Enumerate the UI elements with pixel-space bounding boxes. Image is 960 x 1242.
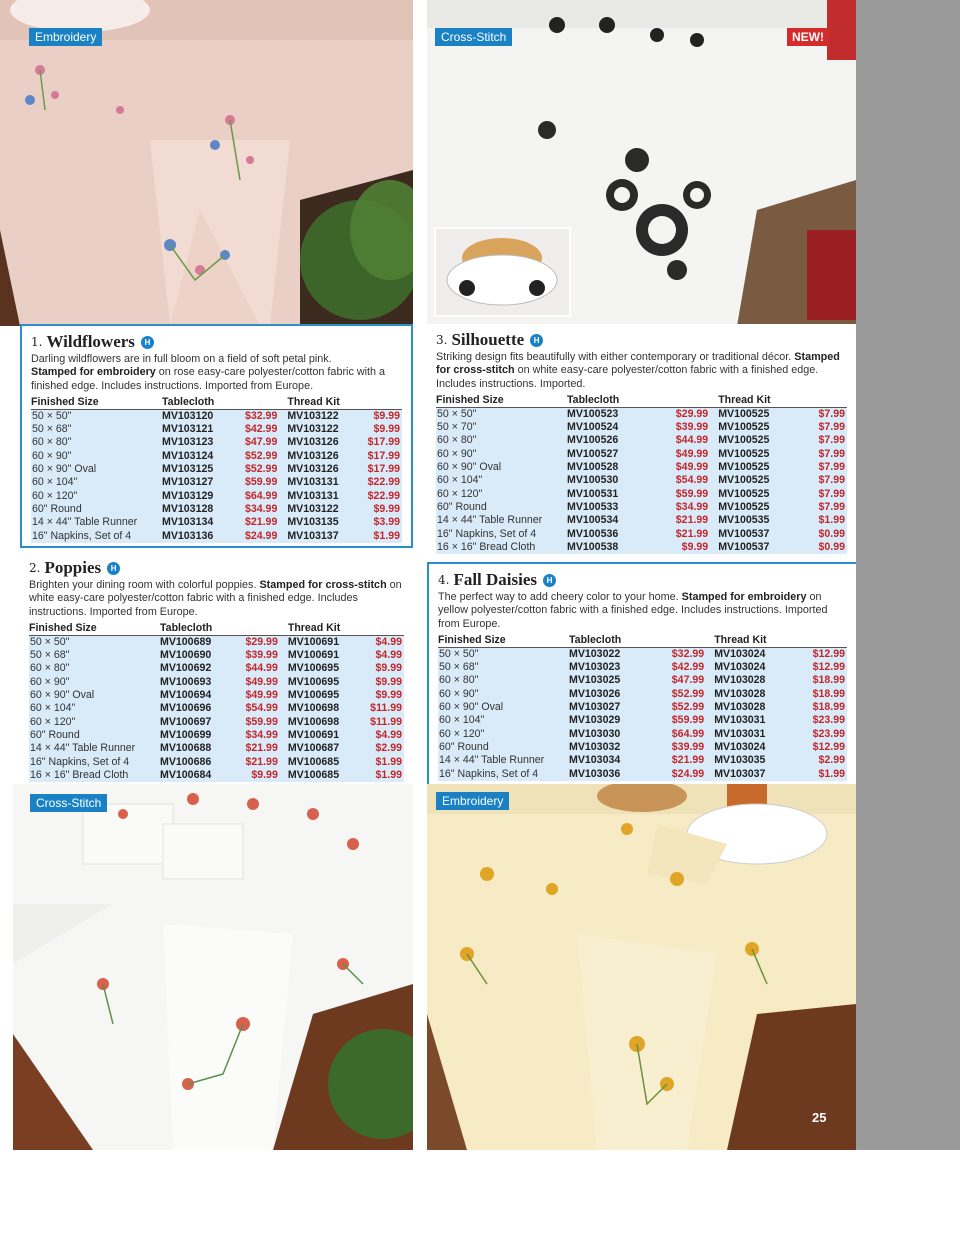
table-row: [436, 461, 847, 474]
silhouette-photo: [427, 0, 856, 326]
product-title: Wildflowers: [46, 332, 135, 351]
tablecloth-price: $64.99: [648, 728, 714, 741]
thread-kit-price: $1.99: [801, 514, 847, 527]
product-poppies: [20, 552, 413, 782]
product-description: Darling wildflowers are in full bloom on a field of soft petal pink. Stamped for embroidery on rose easy-care polyester/cotton fabric with a finished edge. Includes instructions. Imported from Europe.: [31, 353, 386, 392]
thread-kit-sku: MV103126: [287, 463, 356, 476]
col-tablecloth: Tablecloth: [567, 394, 718, 408]
tablecloth-price: $49.99: [650, 448, 718, 461]
size-cell: 50 × 68": [438, 661, 569, 674]
size-cell: 60 × 104": [438, 714, 569, 727]
product-fall-daisies: [427, 562, 856, 784]
thread-kit-price: $1.99: [358, 769, 404, 782]
product-description: The perfect way to add cheery color to your home. Stamped for embroidery on yellow polyester/cotton fabric with a finished edge. Includes instructions. Imported from Europe.: [438, 591, 828, 630]
tablecloth-price: $59.99: [648, 714, 714, 727]
table-row: [31, 516, 402, 529]
tablecloth-price: $9.99: [650, 541, 718, 554]
tablecloth-price: $59.99: [230, 716, 288, 729]
table-row: [436, 541, 847, 554]
size-cell: 50 × 50": [29, 635, 160, 649]
table-row: [436, 528, 847, 541]
thread-kit-price: $17.99: [356, 463, 402, 476]
thread-kit-sku: MV103037: [714, 768, 793, 781]
tablecloth-sku: MV103134: [162, 516, 231, 529]
tablecloth-price: $21.99: [230, 742, 288, 755]
col-tablecloth: Tablecloth: [569, 634, 714, 648]
table-row: [31, 476, 402, 489]
tablecloth-sku: MV100528: [567, 461, 650, 474]
thread-kit-price: $12.99: [794, 741, 847, 754]
table-row: [29, 676, 404, 689]
tablecloth-sku: MV103136: [162, 530, 231, 543]
thread-kit-sku: MV103135: [287, 516, 356, 529]
tablecloth-price: $21.99: [648, 754, 714, 767]
thread-kit-price: $7.99: [801, 407, 847, 421]
col-finished-size: Finished Size: [29, 622, 160, 636]
tablecloth-sku: MV103034: [569, 754, 648, 767]
tablecloth-sku: MV103123: [162, 436, 231, 449]
size-cell: 60 × 80": [436, 434, 567, 447]
table-row: [29, 649, 404, 662]
tablecloth-sku: MV103026: [569, 688, 648, 701]
thread-kit-sku: MV103028: [714, 688, 793, 701]
tablecloth-price: $32.99: [648, 647, 714, 661]
thread-kit-sku: MV100525: [718, 434, 801, 447]
thread-kit-price: $23.99: [794, 728, 847, 741]
tablecloth-price: $44.99: [650, 434, 718, 447]
tablecloth-price: $39.99: [648, 741, 714, 754]
size-cell: 16" Napkins, Set of 4: [29, 756, 160, 769]
product-description: Striking design fits beautifully with either contemporary or traditional décor. Stamped for cross-stitch on white easy-care polyester/cotton fabric with a finished edge. Includes instructions. Imported.: [436, 351, 840, 390]
thread-kit-sku: MV103126: [287, 436, 356, 449]
thread-kit-price: $7.99: [801, 448, 847, 461]
table-row: [29, 769, 404, 782]
tablecloth-sku: MV100536: [567, 528, 650, 541]
table-row: [436, 448, 847, 461]
table-row: [31, 463, 402, 476]
size-cell: 50 × 70": [436, 421, 567, 434]
embroidery-tag: Embroidery: [29, 28, 102, 46]
size-cell: 60 × 120": [31, 490, 162, 503]
product-number: 3.: [436, 333, 448, 347]
tablecloth-sku: MV103022: [569, 647, 648, 661]
tablecloth-sku: MV100534: [567, 514, 650, 527]
thread-kit-sku: MV103137: [287, 530, 356, 543]
thread-kit-price: $22.99: [356, 490, 402, 503]
thread-kit-price: $7.99: [801, 488, 847, 501]
product-silhouette: [427, 324, 856, 556]
thread-kit-price: $22.99: [356, 476, 402, 489]
tablecloth-price: $49.99: [230, 689, 288, 702]
product-number: 4.: [438, 573, 450, 587]
table-row: [438, 768, 847, 781]
product-wildflowers: [20, 324, 413, 548]
size-cell: 60 × 90": [438, 688, 569, 701]
size-cell: 50 × 50": [436, 407, 567, 421]
tablecloth-price: $52.99: [231, 450, 288, 463]
table-row: [29, 635, 404, 649]
thread-kit-price: $18.99: [794, 688, 847, 701]
tablecloth-sku: MV103029: [569, 714, 648, 727]
size-cell: 50 × 50": [438, 647, 569, 661]
tablecloth-sku: MV103124: [162, 450, 231, 463]
thread-kit-price: $9.99: [356, 503, 402, 516]
tablecloth-sku: MV103128: [162, 503, 231, 516]
thread-kit-sku: MV100525: [718, 407, 801, 421]
size-cell: 14 × 44" Table Runner: [438, 754, 569, 767]
tablecloth-price: $54.99: [230, 702, 288, 715]
table-row: [438, 688, 847, 701]
thread-kit-sku: MV103024: [714, 661, 793, 674]
tablecloth-price: $24.99: [231, 530, 288, 543]
size-cell: 60 × 90": [29, 676, 160, 689]
tablecloth-price: $32.99: [231, 409, 288, 423]
thread-kit-sku: MV100525: [718, 474, 801, 487]
table-row: [29, 662, 404, 675]
embroidery-tag: Embroidery: [436, 792, 509, 810]
table-row: [31, 490, 402, 503]
table-row: [438, 701, 847, 714]
thread-kit-price: $7.99: [801, 421, 847, 434]
size-cell: 60 × 104": [31, 476, 162, 489]
table-row: [438, 661, 847, 674]
h-badge-icon: H: [530, 334, 543, 347]
tablecloth-price: $34.99: [230, 729, 288, 742]
tablecloth-price: $59.99: [231, 476, 288, 489]
table-row: [31, 423, 402, 436]
tablecloth-sku: MV100527: [567, 448, 650, 461]
thread-kit-sku: MV100525: [718, 461, 801, 474]
table-row: [436, 501, 847, 514]
tablecloth-sku: MV100524: [567, 421, 650, 434]
thread-kit-price: $18.99: [794, 674, 847, 687]
tablecloth-price: $59.99: [650, 488, 718, 501]
thread-kit-price: $0.99: [801, 541, 847, 554]
tablecloth-sku: MV100530: [567, 474, 650, 487]
thread-kit-price: $2.99: [358, 742, 404, 755]
table-row: [29, 756, 404, 769]
size-cell: 16" Napkins, Set of 4: [31, 530, 162, 543]
size-cell: 60 × 80": [31, 436, 162, 449]
tablecloth-sku: MV100694: [160, 689, 230, 702]
col-tablecloth: Tablecloth: [162, 396, 287, 410]
tablecloth-price: $52.99: [648, 701, 714, 714]
daisies-photo: [427, 784, 856, 1150]
h-badge-icon: H: [141, 336, 154, 349]
tablecloth-sku: MV100684: [160, 769, 230, 782]
thread-kit-sku: MV103031: [714, 728, 793, 741]
tablecloth-price: $24.99: [648, 768, 714, 781]
table-row: [31, 530, 402, 543]
thread-kit-sku: MV103131: [287, 476, 356, 489]
tablecloth-sku: MV103025: [569, 674, 648, 687]
tablecloth-sku: MV100693: [160, 676, 230, 689]
thread-kit-price: $2.99: [794, 754, 847, 767]
thread-kit-sku: MV103024: [714, 647, 793, 661]
tablecloth-price: $21.99: [650, 528, 718, 541]
table-row: [31, 450, 402, 463]
thread-kit-price: $11.99: [358, 702, 404, 715]
tablecloth-sku: MV103030: [569, 728, 648, 741]
thread-kit-sku: MV100695: [288, 662, 358, 675]
tablecloth-sku: MV103121: [162, 423, 231, 436]
tablecloth-sku: MV103027: [569, 701, 648, 714]
size-cell: 16" Napkins, Set of 4: [438, 768, 569, 781]
h-badge-icon: H: [543, 574, 556, 587]
thread-kit-price: $7.99: [801, 474, 847, 487]
tablecloth-sku: MV100533: [567, 501, 650, 514]
thread-kit-price: $11.99: [358, 716, 404, 729]
thread-kit-sku: MV100695: [288, 676, 358, 689]
col-thread-kit: Thread Kit: [718, 394, 847, 408]
product-title: Silhouette: [451, 330, 525, 349]
table-row: [31, 436, 402, 449]
thread-kit-price: $9.99: [358, 676, 404, 689]
table-row: [29, 729, 404, 742]
table-row: [436, 514, 847, 527]
size-cell: 14 × 44" Table Runner: [31, 516, 162, 529]
size-cell: 60" Round: [31, 503, 162, 516]
tablecloth-sku: MV103032: [569, 741, 648, 754]
gray-margin-strip: [856, 0, 960, 1150]
size-cell: 60" Round: [29, 729, 160, 742]
tablecloth-price: $39.99: [230, 649, 288, 662]
table-row: [29, 702, 404, 715]
col-thread-kit: Thread Kit: [288, 622, 404, 636]
table-row: [29, 689, 404, 702]
thread-kit-sku: MV100537: [718, 528, 801, 541]
tablecloth-price: $42.99: [648, 661, 714, 674]
tablecloth-sku: MV100531: [567, 488, 650, 501]
thread-kit-sku: MV103035: [714, 754, 793, 767]
table-row: [438, 714, 847, 727]
thread-kit-sku: MV100525: [718, 448, 801, 461]
size-cell: 60 × 104": [29, 702, 160, 715]
thread-kit-price: $17.99: [356, 450, 402, 463]
col-finished-size: Finished Size: [438, 634, 569, 648]
size-cell: 60 × 80": [438, 674, 569, 687]
size-cell: 60 × 90" Oval: [29, 689, 160, 702]
tablecloth-sku: MV100699: [160, 729, 230, 742]
thread-kit-price: $7.99: [801, 461, 847, 474]
cross-stitch-tag: Cross-Stitch: [30, 794, 107, 812]
tablecloth-price: $52.99: [648, 688, 714, 701]
size-cell: 60 × 90" Oval: [31, 463, 162, 476]
size-cell: 60 × 120": [438, 728, 569, 741]
thread-kit-sku: MV100537: [718, 541, 801, 554]
thread-kit-price: $9.99: [356, 409, 402, 423]
table-row: [436, 474, 847, 487]
thread-kit-sku: MV103122: [287, 503, 356, 516]
tablecloth-price: $64.99: [231, 490, 288, 503]
tablecloth-price: $39.99: [650, 421, 718, 434]
size-cell: 60" Round: [436, 501, 567, 514]
size-cell: 60 × 120": [29, 716, 160, 729]
tablecloth-price: $29.99: [650, 407, 718, 421]
product-number: 1.: [31, 335, 43, 349]
product-title: Fall Daisies: [453, 570, 538, 589]
h-badge-icon: H: [107, 562, 120, 575]
table-row: [438, 741, 847, 754]
thread-kit-sku: MV100691: [288, 729, 358, 742]
tablecloth-price: $21.99: [230, 756, 288, 769]
thread-kit-sku: MV100525: [718, 501, 801, 514]
size-cell: 14 × 44" Table Runner: [436, 514, 567, 527]
tablecloth-sku: MV103120: [162, 409, 231, 423]
tablecloth-sku: MV100538: [567, 541, 650, 554]
price-table: [29, 622, 404, 782]
tablecloth-price: $49.99: [650, 461, 718, 474]
tablecloth-sku: MV100690: [160, 649, 230, 662]
tablecloth-price: $44.99: [230, 662, 288, 675]
new-badge: NEW!: [787, 28, 829, 46]
tablecloth-price: $34.99: [231, 503, 288, 516]
table-row: [436, 488, 847, 501]
tablecloth-price: $47.99: [231, 436, 288, 449]
thread-kit-sku: MV103024: [714, 741, 793, 754]
thread-kit-sku: MV103122: [287, 409, 356, 423]
table-row: [438, 647, 847, 661]
thread-kit-sku: MV100535: [718, 514, 801, 527]
tablecloth-sku: MV103036: [569, 768, 648, 781]
size-cell: 50 × 50": [31, 409, 162, 423]
col-thread-kit: Thread Kit: [714, 634, 847, 648]
table-row: [29, 716, 404, 729]
thread-kit-price: $1.99: [358, 756, 404, 769]
col-finished-size: Finished Size: [436, 394, 567, 408]
thread-kit-price: $17.99: [356, 436, 402, 449]
price-table: [31, 396, 402, 543]
table-row: [438, 674, 847, 687]
thread-kit-sku: MV103028: [714, 701, 793, 714]
tablecloth-price: $54.99: [650, 474, 718, 487]
tablecloth-sku: MV100692: [160, 662, 230, 675]
tablecloth-sku: MV100697: [160, 716, 230, 729]
thread-kit-sku: MV103131: [287, 490, 356, 503]
price-table: [438, 634, 847, 781]
table-row: [436, 421, 847, 434]
thread-kit-price: $23.99: [794, 714, 847, 727]
tablecloth-sku: MV103127: [162, 476, 231, 489]
size-cell: 60 × 90" Oval: [438, 701, 569, 714]
size-cell: 60 × 90": [31, 450, 162, 463]
col-finished-size: Finished Size: [31, 396, 162, 410]
thread-kit-price: $12.99: [794, 661, 847, 674]
tablecloth-sku: MV100696: [160, 702, 230, 715]
product-title: Poppies: [44, 558, 102, 577]
size-cell: 60 × 80": [29, 662, 160, 675]
size-cell: 16 × 16" Bread Cloth: [436, 541, 567, 554]
tablecloth-price: $9.99: [230, 769, 288, 782]
tablecloth-sku: MV100686: [160, 756, 230, 769]
thread-kit-sku: MV100698: [288, 716, 358, 729]
tablecloth-sku: MV100688: [160, 742, 230, 755]
wildflowers-photo: [0, 0, 413, 326]
size-cell: 14 × 44" Table Runner: [29, 742, 160, 755]
thread-kit-sku: MV100691: [288, 635, 358, 649]
thread-kit-price: $0.99: [801, 528, 847, 541]
thread-kit-sku: MV103031: [714, 714, 793, 727]
thread-kit-price: $18.99: [794, 701, 847, 714]
thread-kit-sku: MV103122: [287, 423, 356, 436]
tablecloth-price: $42.99: [231, 423, 288, 436]
thread-kit-sku: MV100698: [288, 702, 358, 715]
tablecloth-price: $29.99: [230, 635, 288, 649]
thread-kit-price: $9.99: [358, 662, 404, 675]
tablecloth-price: $21.99: [650, 514, 718, 527]
thread-kit-price: $4.99: [358, 729, 404, 742]
tablecloth-price: $34.99: [650, 501, 718, 514]
tablecloth-sku: MV100523: [567, 407, 650, 421]
thread-kit-sku: MV100525: [718, 421, 801, 434]
thread-kit-price: $4.99: [358, 635, 404, 649]
size-cell: 60 × 104": [436, 474, 567, 487]
thread-kit-price: $1.99: [356, 530, 402, 543]
tablecloth-sku: MV103023: [569, 661, 648, 674]
size-cell: 16" Napkins, Set of 4: [436, 528, 567, 541]
size-cell: 60 × 90": [436, 448, 567, 461]
thread-kit-price: $1.99: [794, 768, 847, 781]
tablecloth-sku: MV103125: [162, 463, 231, 476]
thread-kit-sku: MV100695: [288, 689, 358, 702]
cross-stitch-tag: Cross-Stitch: [435, 28, 512, 46]
col-tablecloth: Tablecloth: [160, 622, 288, 636]
table-row: [438, 754, 847, 767]
tablecloth-price: $47.99: [648, 674, 714, 687]
page-number: 25: [812, 1110, 827, 1125]
tablecloth-sku: MV100689: [160, 635, 230, 649]
table-row: [436, 407, 847, 421]
size-cell: 60 × 90" Oval: [436, 461, 567, 474]
thread-kit-price: $9.99: [358, 689, 404, 702]
table-row: [438, 728, 847, 741]
size-cell: 16 × 16" Bread Cloth: [29, 769, 160, 782]
thread-kit-price: $12.99: [794, 647, 847, 661]
table-row: [29, 742, 404, 755]
thread-kit-price: $3.99: [356, 516, 402, 529]
thread-kit-price: $7.99: [801, 434, 847, 447]
size-cell: 60" Round: [438, 741, 569, 754]
product-number: 2.: [29, 561, 41, 575]
thread-kit-price: $4.99: [358, 649, 404, 662]
price-table: [436, 394, 847, 554]
product-description: Brighten your dining room with colorful poppies. Stamped for cross-stitch on white easy-care polyester/cotton fabric with a finished edge. Includes instructions. Imported from Europe.: [29, 579, 402, 618]
thread-kit-sku: MV103126: [287, 450, 356, 463]
tablecloth-price: $52.99: [231, 463, 288, 476]
thread-kit-price: $7.99: [801, 501, 847, 514]
thread-kit-price: $9.99: [356, 423, 402, 436]
thread-kit-sku: MV103028: [714, 674, 793, 687]
col-thread-kit: Thread Kit: [287, 396, 402, 410]
thread-kit-sku: MV100687: [288, 742, 358, 755]
poppies-photo: [13, 784, 413, 1150]
size-cell: 50 × 68": [31, 423, 162, 436]
thread-kit-sku: MV100691: [288, 649, 358, 662]
thread-kit-sku: MV100525: [718, 488, 801, 501]
table-row: [31, 503, 402, 516]
table-row: [31, 409, 402, 423]
size-cell: 60 × 120": [436, 488, 567, 501]
tablecloth-price: $49.99: [230, 676, 288, 689]
thread-kit-sku: MV100685: [288, 756, 358, 769]
size-cell: 50 × 68": [29, 649, 160, 662]
tablecloth-sku: MV100526: [567, 434, 650, 447]
tablecloth-sku: MV103129: [162, 490, 231, 503]
tablecloth-price: $21.99: [231, 516, 288, 529]
table-row: [436, 434, 847, 447]
thread-kit-sku: MV100685: [288, 769, 358, 782]
